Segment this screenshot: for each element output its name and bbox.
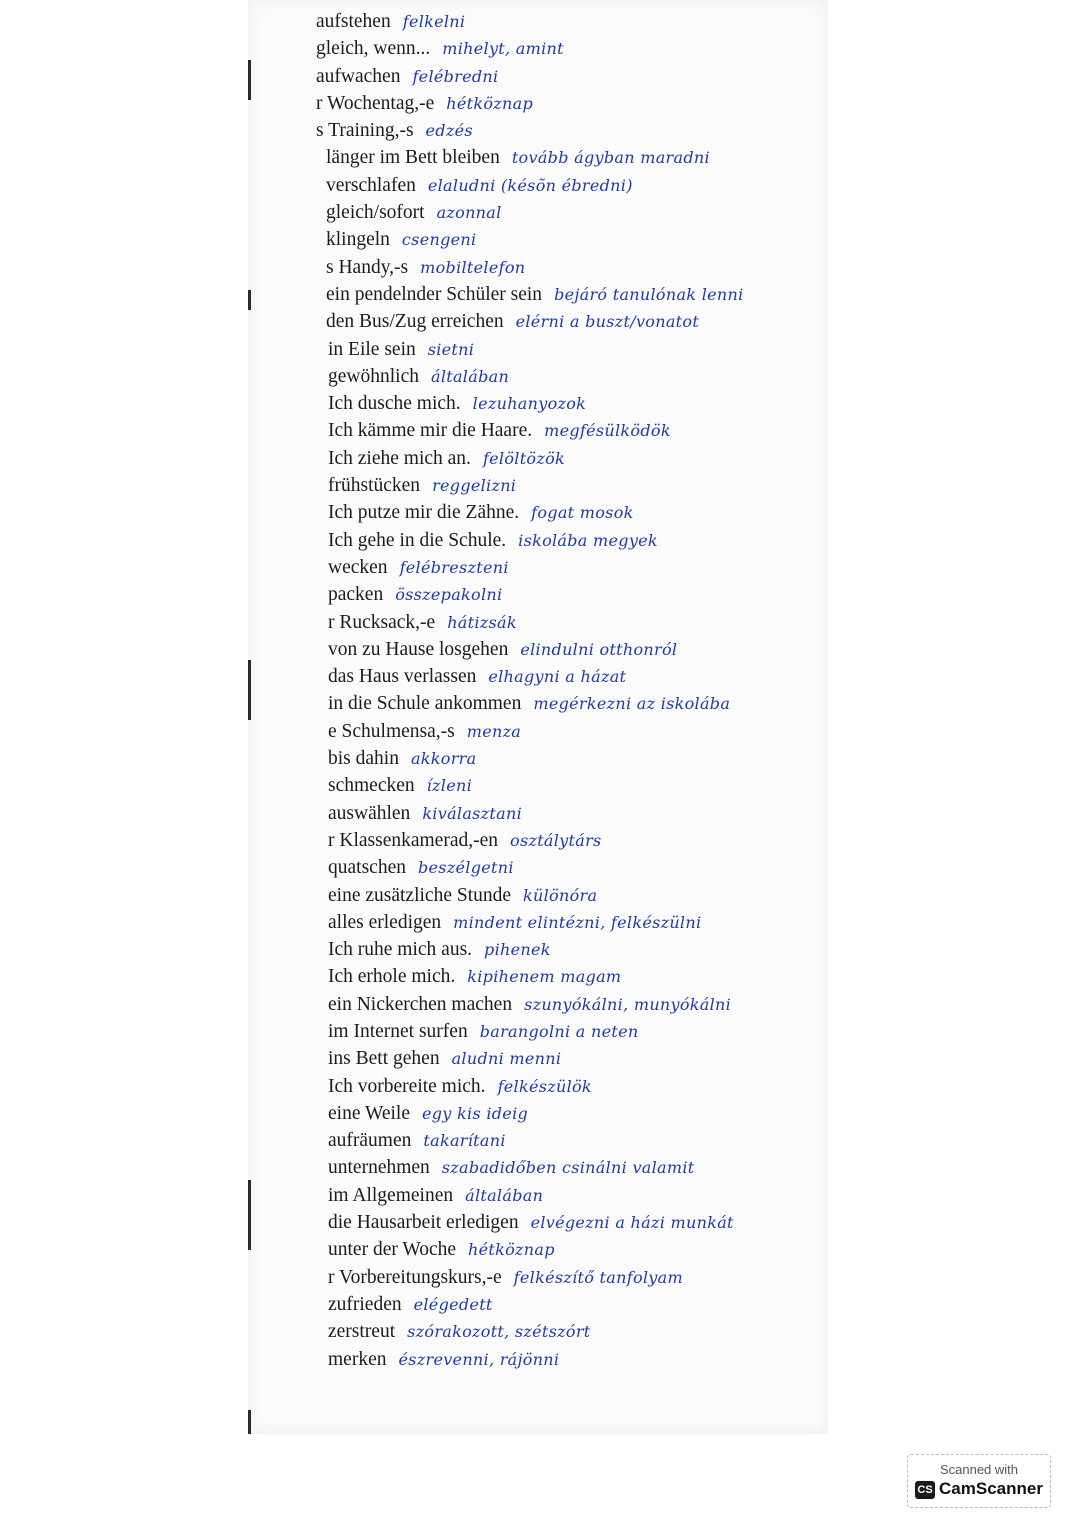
vocab-row (316, 772, 836, 799)
vocabulary-list (316, 8, 836, 1373)
vocab-row (316, 363, 836, 390)
german-term: gleich/sofort (326, 202, 425, 224)
german-term: zufrieden (328, 1293, 402, 1315)
german-term: eine zusätzliche Stunde (328, 884, 512, 906)
vocab-row (316, 90, 836, 117)
german-term: gewöhnlich (328, 365, 419, 387)
watermark-caption: Scanned with (939, 1462, 1019, 1477)
vocab-row (316, 1346, 836, 1373)
german-term: Ich dusche mich. (328, 393, 461, 415)
vocab-row (316, 144, 836, 171)
vocab-row (316, 254, 836, 281)
handwritten-translation: egy kis ideig (422, 1103, 529, 1123)
vocab-row (316, 609, 836, 636)
handwritten-translation: szunyókálni, munyókálni (524, 994, 732, 1014)
vocab-row (316, 417, 836, 444)
handwritten-translation: elégedett (413, 1294, 493, 1314)
handwritten-translation: hátizsák (447, 612, 517, 632)
german-term: merken (328, 1348, 387, 1370)
german-term: r Vorbereitungskurs,-e (328, 1266, 502, 1288)
handwritten-translation: mobiltelefon (420, 257, 526, 277)
german-term: e Schulmensa,-s (328, 720, 455, 742)
handwritten-translation: észrevenni, rájönni (398, 1349, 560, 1369)
german-term: packen (328, 584, 384, 606)
vocab-row (316, 117, 836, 144)
german-term: Ich ziehe mich an. (328, 447, 471, 469)
german-term: r Rucksack,-e (328, 611, 436, 633)
german-term: Ich gehe in die Schule. (328, 529, 507, 551)
handwritten-translation: barangolni a neten (479, 1021, 639, 1041)
german-term: s Training,-s (316, 120, 414, 142)
vocab-row (316, 1073, 836, 1100)
german-term: das Haus verlassen (328, 666, 477, 688)
german-term: bis dahin (328, 748, 399, 770)
vocab-row (316, 745, 836, 772)
german-term: Ich erhole mich. (328, 966, 456, 988)
handwritten-translation: osztálytárs (510, 830, 602, 850)
handwritten-translation: elindulni otthonról (520, 639, 678, 659)
vocab-row (316, 581, 836, 608)
handwritten-translation: reggelizni (432, 476, 517, 496)
handwritten-translation: tovább ágyban maradni (511, 148, 710, 168)
german-term: unternehmen (328, 1157, 430, 1179)
german-term: Ich putze mir die Zähne. (328, 502, 520, 524)
vocab-row (316, 172, 836, 199)
watermark-brand: CamScanner (939, 1479, 1043, 1498)
vocab-row (316, 827, 836, 854)
vocab-row (316, 472, 836, 499)
handwritten-translation: elhagyni a házat (488, 667, 627, 687)
vocab-row (316, 1154, 836, 1181)
german-term: aufwachen (316, 65, 401, 87)
handwritten-translation: szabadidőben csinálni valamit (441, 1158, 695, 1178)
vocab-row (316, 226, 836, 253)
handwritten-translation: edzés (425, 121, 473, 141)
vocab-row (316, 499, 836, 526)
vocab-row (316, 718, 836, 745)
german-term: r Wochentag,-e (316, 92, 435, 114)
german-term: wecken (328, 556, 388, 578)
handwritten-translation: fogat mosok (531, 503, 634, 523)
handwritten-translation: elvégezni a házi munkát (530, 1213, 734, 1233)
handwritten-translation: akkorra (410, 749, 477, 769)
vocab-row (316, 909, 836, 936)
handwritten-translation: felkelni (402, 12, 466, 31)
vocab-row (316, 554, 836, 581)
vocab-row (316, 690, 836, 717)
handwritten-translation: aludni menni (451, 1049, 562, 1069)
german-term: schmecken (328, 775, 415, 797)
vocab-row (316, 663, 836, 690)
german-term: auswählen (328, 802, 411, 824)
german-term: von zu Hause losgehen (328, 638, 509, 660)
handwritten-translation: takarítani (423, 1131, 506, 1151)
german-term: den Bus/Zug erreichen (326, 311, 504, 333)
vocab-row (316, 882, 836, 909)
vocab-row (316, 390, 836, 417)
german-term: die Hausarbeit erledigen (328, 1212, 519, 1234)
vocab-row (316, 1018, 836, 1045)
german-term: ein pendelnder Schüler sein (326, 283, 543, 305)
handwritten-translation: általában (465, 1185, 544, 1205)
handwritten-translation: különóra (523, 885, 598, 905)
handwritten-translation: mindent elintézni, felkészülni (453, 912, 702, 932)
handwritten-translation: elaludni (késõn ébredni) (427, 175, 633, 195)
german-term: zerstreut (328, 1321, 396, 1343)
handwritten-translation: felkészítő tanfolyam (513, 1267, 683, 1287)
handwritten-translation: pihenek (484, 940, 551, 960)
vocab-row (316, 1291, 836, 1318)
handwritten-translation: sietni (427, 339, 475, 359)
vocab-row (316, 445, 836, 472)
handwritten-translation: beszélgetni (417, 858, 514, 878)
german-term: frühstücken (328, 475, 421, 497)
handwritten-translation: felébreszteni (399, 557, 509, 577)
german-term: Ich kämme mir die Haare. (328, 420, 533, 442)
handwritten-translation: általában (430, 366, 510, 386)
vocab-row (316, 1264, 836, 1291)
vocab-row (316, 336, 836, 363)
handwritten-translation: megfésülködök (544, 421, 671, 441)
camscanner-watermark (907, 1454, 1051, 1508)
german-term: Ich ruhe mich aus. (328, 939, 473, 961)
vocab-row (316, 800, 836, 827)
german-term: aufstehen (316, 11, 391, 32)
german-term: s Handy,-s (326, 256, 409, 278)
vocab-row (316, 308, 836, 335)
handwritten-translation: menza (466, 721, 522, 741)
handwritten-translation: hétköznap (468, 1240, 555, 1260)
vocab-row (316, 936, 836, 963)
vocab-row (316, 963, 836, 990)
page-edge-mark (248, 1180, 251, 1250)
handwritten-translation: szórakozott, szétszórt (407, 1322, 591, 1342)
handwritten-translation: iskolába megyek (518, 530, 658, 550)
handwritten-translation: hétköznap (446, 93, 534, 113)
handwritten-translation: összepakolni (395, 585, 503, 605)
handwritten-translation: mihelyt, amint (442, 39, 564, 59)
vocab-row (316, 35, 836, 62)
german-term: länger im Bett bleiben (326, 147, 500, 169)
vocab-row (316, 1209, 836, 1236)
german-term: klingeln (326, 229, 390, 251)
vocab-row (316, 1100, 836, 1127)
german-term: ins Bett gehen (328, 1048, 440, 1070)
vocab-row (316, 199, 836, 226)
vocab-row (316, 1127, 836, 1154)
vocab-row (316, 1182, 836, 1209)
vocab-row (316, 8, 836, 35)
german-term: Ich vorbereite mich. (328, 1075, 486, 1097)
camscanner-logo-icon: CS (915, 1481, 935, 1499)
handwritten-translation: csengeni (401, 230, 477, 250)
german-term: r Klassenkamerad,-en (328, 829, 499, 851)
vocab-row (316, 1318, 836, 1345)
german-term: im Internet surfen (328, 1020, 468, 1042)
handwritten-translation: azonnal (436, 203, 502, 223)
vocab-row (316, 1236, 836, 1263)
german-term: aufräumen (328, 1130, 412, 1152)
handwritten-translation: ízleni (426, 776, 472, 796)
german-term: in Eile sein (328, 338, 416, 360)
handwritten-translation: kipihenem magam (467, 967, 622, 987)
german-term: in die Schule ankommen (328, 693, 522, 715)
handwritten-translation: felébredni (412, 66, 499, 86)
german-term: alles erledigen (328, 911, 442, 933)
german-term: gleich, wenn... (316, 38, 431, 60)
page-edge-mark (248, 60, 251, 100)
page-edge-mark (248, 290, 251, 310)
page-edge-mark (248, 660, 251, 720)
handwritten-translation: megérkezni az iskolába (533, 694, 731, 714)
german-term: im Allgemeinen (328, 1184, 454, 1206)
vocab-row (316, 991, 836, 1018)
watermark-brand-row (908, 1479, 1050, 1499)
handwritten-translation: felkészülök (497, 1076, 592, 1096)
vocab-row (316, 854, 836, 881)
german-term: eine Weile (328, 1102, 410, 1124)
vocab-row (316, 281, 836, 308)
vocab-row (316, 63, 836, 90)
handwritten-translation: kiválasztani (422, 803, 522, 823)
vocab-row (316, 636, 836, 663)
handwritten-translation: bejáró tanulónak lenni (554, 284, 744, 304)
german-term: ein Nickerchen machen (328, 993, 513, 1015)
vocab-row (316, 527, 836, 554)
vocab-row (316, 1045, 836, 1072)
german-term: quatschen (328, 857, 406, 879)
german-term: unter der Woche (328, 1239, 457, 1261)
handwritten-translation: felöltözök (482, 448, 566, 468)
handwritten-translation: elérni a buszt/vonatot (515, 312, 700, 332)
handwritten-translation: lezuhanyozok (472, 394, 587, 414)
page-edge-mark (248, 1410, 251, 1434)
german-term: verschlafen (326, 174, 416, 196)
